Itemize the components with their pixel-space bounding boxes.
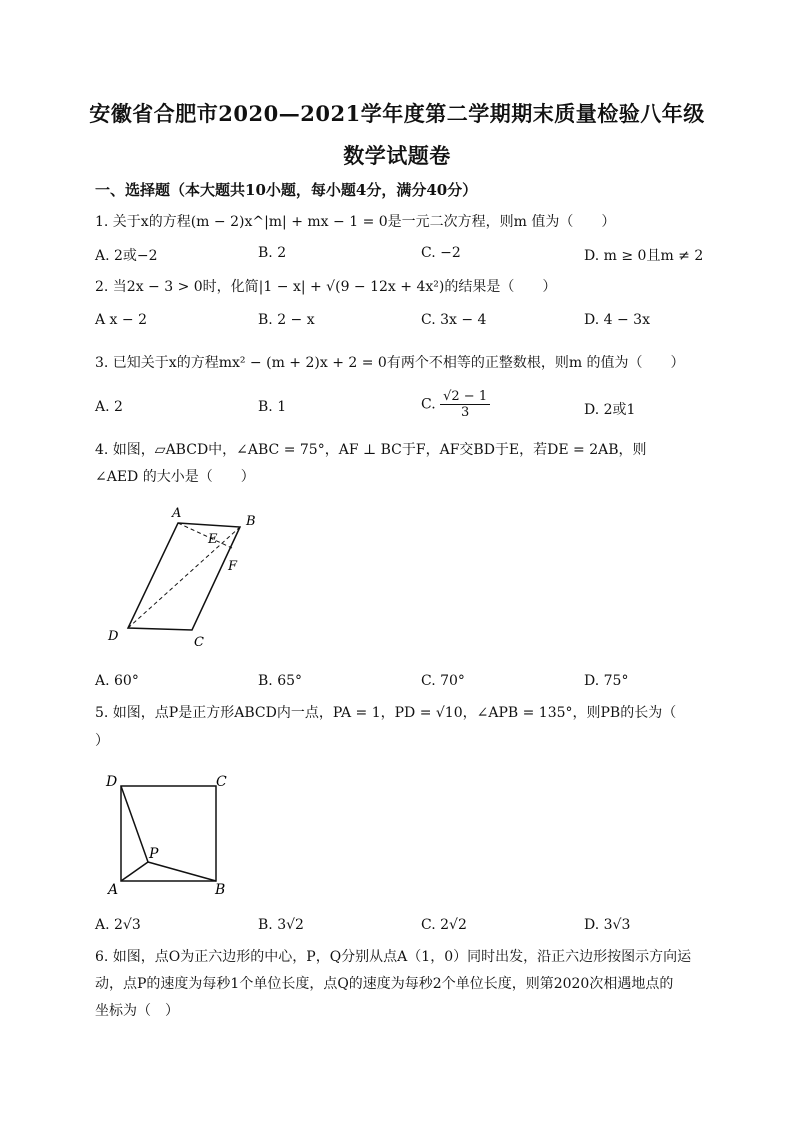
q2-option-c: C. 3x − 4 [421, 312, 487, 328]
label-p: P [149, 846, 159, 862]
q1-option-a: A. 2或−2 [95, 248, 158, 264]
q2-option-d: D. 4 − 3x [584, 312, 650, 328]
exam-title-line1: 安徽省合肥市2020—2021学年度第二学期期末质量检验八年级 [89, 101, 705, 126]
q3-option-d: D. 2或1 [584, 402, 636, 418]
label-b: B [246, 514, 256, 529]
label-c: C [216, 774, 227, 790]
parallelogram-figure [100, 500, 280, 660]
q4-option-a: A. 60° [95, 673, 139, 689]
label-f: F [228, 559, 238, 574]
question-5-stem-line1: 5. 如图，点P是正方形ABCD内一点，PA = 1，PD = √10，∠APB = 135°，则PB的长为（ [95, 705, 677, 721]
q2-option-b: B. 2 − x [258, 312, 315, 328]
label-a: A [108, 882, 119, 898]
question-6-line2: 动，点P的速度为每秒1个单位长度，点Q的速度为每秒2个单位长度，则第2020次相遇地点的 [95, 976, 674, 992]
square-abcd [121, 786, 216, 881]
q5-option-a: A. 2√3 [95, 917, 141, 933]
question-6-line3: 坐标为（ ） [95, 1003, 179, 1019]
segment-pd [121, 786, 148, 862]
q1-option-c: C. −2 [421, 245, 461, 261]
segment-pb [148, 862, 216, 881]
q5-option-b: B. 3√2 [258, 917, 304, 933]
q4-option-d: D. 75° [584, 673, 629, 689]
q4-option-c: C. 70° [421, 673, 465, 689]
diagonal-bd [128, 527, 240, 628]
label-a: A [172, 506, 182, 521]
label-c: C [194, 635, 204, 650]
question-4-stem-line1: 4. 如图，▱ABCD中，∠ABC = 75°，AF ⊥ BC于F，AF交BD于E，若DE = 2AB，则 [95, 442, 647, 458]
question-3-stem: 3. 已知关于x的方程mx² − (m + 2)x + 2 = 0有两个不相等的正整数根，则m 的值为（ ） [95, 355, 685, 371]
fraction-numerator: √2 − 1 [440, 389, 490, 405]
q5-option-d: D. 3√3 [584, 917, 631, 933]
q3-option-a: A. 2 [95, 399, 123, 415]
square-figure [100, 768, 240, 898]
exam-title-line2: 数学试题卷 [343, 143, 451, 168]
section-heading: 一、选择题（本大题共10小题，每小题4分，满分40分） [95, 181, 478, 199]
question-2-stem: 2. 当2x − 3 > 0时，化简|1 − x| + √(9 − 12x + 4x²)的结果是（ ） [95, 279, 557, 295]
q1-option-b: B. 2 [258, 245, 287, 261]
q5-option-c: C. 2√2 [421, 917, 467, 933]
segment-pa [121, 862, 148, 881]
q3-option-b: B. 1 [258, 399, 287, 415]
label-d: D [108, 629, 119, 644]
q1-option-d: D. m ≥ 0且m ≠ 2 [584, 248, 704, 264]
label-d: D [106, 774, 118, 790]
question-1-stem: 1. 关于x的方程(m − 2)x^|m| + mx − 1 = 0是一元二次方程，则m 值为（ ） [95, 214, 616, 230]
fraction-denominator: 3 [460, 405, 470, 420]
question-6-line1: 6. 如图，点O为正六边形的中心，P，Q分别从点A（1，0）同时出发，沿正六边形按图示方向运 [95, 949, 692, 965]
label-e: E [208, 532, 218, 547]
q3-option-c [421, 389, 490, 420]
question-4-stem-line2: ∠AED 的大小是（ ） [95, 469, 255, 485]
segment-af [178, 523, 232, 548]
label-b: B [215, 882, 226, 898]
q2-option-a: A x − 2 [95, 312, 147, 328]
q3-option-c-letter: C. [421, 396, 436, 413]
question-5-stem-line2: ） [95, 733, 109, 749]
parallelogram-abcd [128, 523, 240, 630]
q3-option-c-fraction [440, 389, 490, 420]
q4-option-b: B. 65° [258, 673, 303, 689]
